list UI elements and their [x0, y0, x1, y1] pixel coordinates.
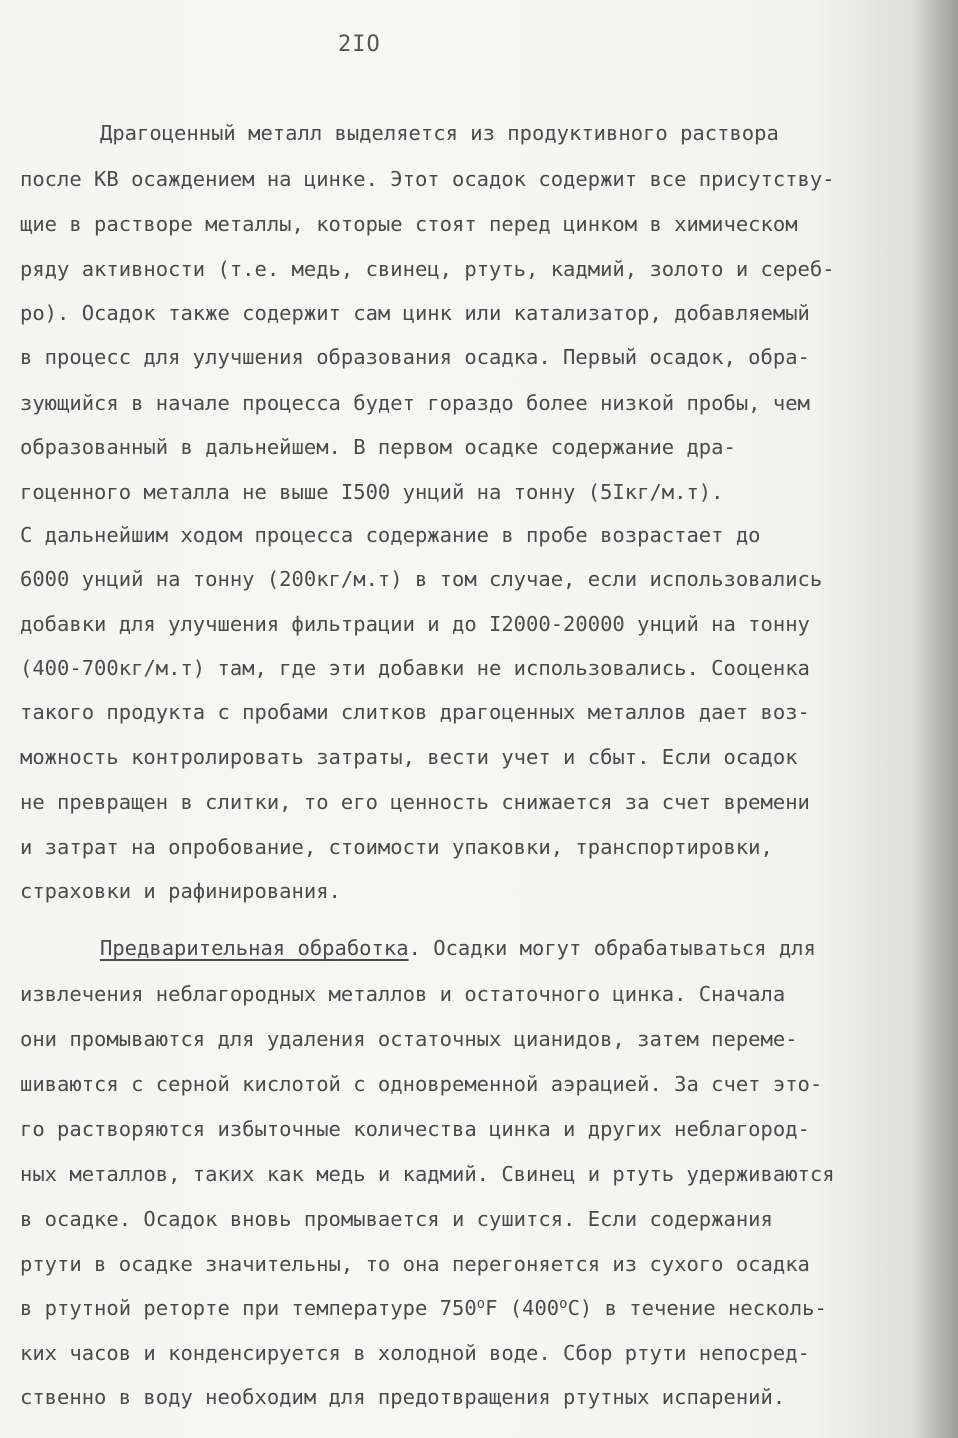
heading-line-rest: . Осадки могут обрабатываться для: [408, 936, 816, 960]
text-line: ртути в осадке значительны, то она перегоняется из сухого осадка: [20, 1252, 810, 1276]
text-line: шиваются с серной кислотой с одновременной аэрацией. За счет это-: [20, 1072, 823, 1096]
text-line: ряду активности (т.е. медь, свинец, ртуть, кадмий, золото и сереб-: [20, 257, 835, 281]
page-number: 2IO: [338, 32, 381, 57]
temp-text-mid: F (400: [485, 1296, 560, 1320]
text-line: С дальнейшим ходом процесса содержание в пробе возрастает до: [20, 523, 761, 547]
heading-line: [100, 933, 816, 963]
text-line: ро). Осадок также содержит сам цинк или катализатор, добавляемый: [20, 301, 810, 325]
text-line: после КВ осаждением на цинке. Этот осадок содержит все присутству-: [20, 167, 835, 191]
text-line: ственно в воду необходим для предотвращения ртутных испарений.: [20, 1385, 786, 1409]
text-line: щие в растворе металлы, которые стоят перед цинком в химическом: [20, 212, 798, 236]
text-line: образованный в дальнейшем. В первом осадкe содержание дра-: [20, 435, 736, 459]
degree-sign: o: [476, 1296, 486, 1312]
text-line: извлечения неблагородных металлов и остаточного цинка. Сначала: [20, 982, 786, 1006]
text-line: ких часов и конденсируется в холодной воде. Сбор ртути непосред-: [20, 1341, 810, 1365]
text-line: в процесс для улучшения образования осадка. Первый осадок, обра-: [20, 345, 810, 369]
text-line: Драгоценный металл выделяется из продуктивного раствора: [100, 121, 779, 145]
text-line: 6000 унций на тонну (200кг/м.т) в том случае, если использовались: [20, 567, 823, 591]
degree-sign: o: [559, 1296, 568, 1312]
text-line: го растворяются избыточные количества цинка и других неблагород-: [20, 1117, 810, 1141]
text-line: они промываются для удаления остаточных цианидов, затем переме-: [20, 1027, 798, 1051]
text-line: (400-700кг/м.т) там, где эти добавки не использовались. Сооценка: [20, 656, 810, 680]
text-line: в осадке. Осадок вновь промывается и сушится. Если содержания: [20, 1207, 773, 1231]
text-line: можность контролировать затраты, вести учет и сбыт. Если осадок: [20, 745, 798, 769]
text-line: такого продукта с пробами слитков драгоценных металлов дает воз-: [20, 700, 810, 724]
page-edge-shadow: [912, 0, 958, 1438]
text-line: не превращен в слитки, то его ценность снижается за счет времени: [20, 790, 810, 814]
text-line: добавки для улучшения фильтрации и до I2000-20000 унций на тонну: [20, 612, 810, 636]
temp-text-after: C) в течение несколь-: [567, 1296, 827, 1320]
section-heading: Предварительная обработка: [100, 936, 409, 960]
text-line: и затрат на опробование, стоимости упаковки, транспортировки,: [20, 835, 773, 859]
text-line: зующийся в начале процесса будет гораздо более низкой пробы, чем: [20, 391, 810, 415]
text-line: страховки и рафинирования.: [20, 879, 341, 903]
text-line: ных металлов, таких как медь и кадмий. Свинец и ртуть удерживаются: [20, 1162, 835, 1186]
text-line: гоценного металла не выше I500 унций на тонну (5Iкг/м.т).: [20, 480, 724, 504]
temperature-line: [20, 1293, 827, 1323]
temp-text-before: в ртутной реторте при температуре 750: [20, 1296, 477, 1320]
